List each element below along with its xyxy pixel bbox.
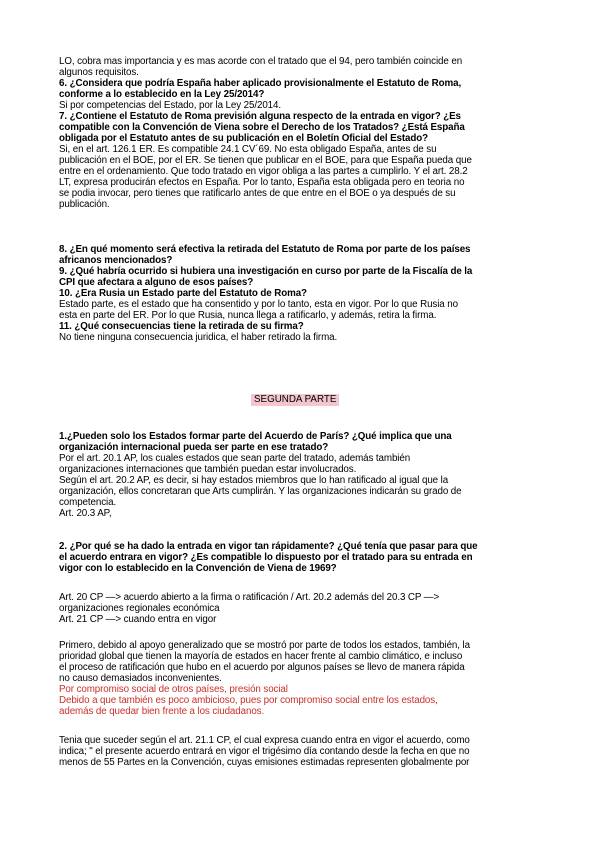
red-annotation-line: Por compromiso social de otros países, presión social — [59, 684, 288, 695]
text-line: publicación. — [59, 199, 110, 210]
text-line: no causo demasiados inconvenientes. — [59, 673, 222, 684]
text-line: LO, cobra mas importancia y es mas acorde con el tratado que el 94, pero también coincide en — [59, 56, 463, 67]
text-line: Art. 20.3 AP, — [59, 508, 112, 519]
text-line: se podia invocar, pero tienes que ratificarlo antes de que entre en el BOE o ya después de su — [59, 188, 456, 199]
question-line: 1.¿Pueden solo los Estados formar parte del Acuerdo de París? ¿Qué implica que una — [59, 431, 452, 442]
text-line: Primero, debido al apoyo generalizado que se mostró por parte de todos los estados, también, la — [59, 640, 470, 651]
question-line: 2. ¿Por qué se ha dado la entrada en vigor tan rápidamente? ¿Qué tenía que pasar para que — [59, 541, 478, 552]
text-line: organizaciones regionales económica — [59, 603, 220, 614]
question-line: 9. ¿Qué habría ocurrido si hubiera una investigación en curso por parte de la Fiscalía de la — [59, 266, 473, 277]
text-line: organizaciones internaciones que también puedan estar involucrados. — [59, 464, 357, 475]
text-line: Por el art. 20.1 AP, los cuales estados que sean parte del tratado, además también — [59, 453, 411, 464]
text-line: No tiene ninguna consecuencia juridica, el haber retirado la firma. — [59, 332, 338, 343]
text-line: competencia. — [59, 497, 117, 508]
question-line: 7. ¿Contiene el Estatuto de Roma previsión alguna respecto de la entrada en vigor? ¿Es — [59, 111, 461, 122]
text-line: publicación en el BOE, por el ER. Se tienen que publicar en el BOE, para que España pueda que — [59, 155, 472, 166]
question-line: compatible con la Convención de Viena sobre el Derecho de los Tratados? ¿Está España — [59, 122, 465, 133]
text-line: Si por competencias del Estado, por la Ley 25/2014. — [59, 100, 282, 111]
question-line: africanos mencionados? — [59, 255, 173, 266]
question-line: el acuerdo entrara en vigor? ¿Es compatible lo dispuesto por el tratado para su entrada en — [59, 552, 473, 563]
text-line: Art. 21 CP —> cuando entra en vigor — [59, 614, 217, 625]
text-line: indica; " el presente acuerdo entrará en vigor el trigésimo día contando desde la fecha en que no — [59, 746, 470, 757]
text-line: LT, expresa producirán efectos en España. Por lo tanto, España esta obligada pero en teoria no — [59, 177, 465, 188]
text-line: menos de 55 Partes en la Convención, cuyas emisiones estimadas representen globalmente por — [59, 757, 470, 768]
question-line: conforme a lo establecido en la Ley 25/2014? — [59, 89, 265, 100]
text-line: algunos requisitos. — [59, 67, 139, 78]
question-line: 6. ¿Considera que podría España haber aplicado provisionalmente el Estatuto de Roma, — [59, 78, 462, 89]
question-line: obligada por el Estatuto antes de su publicación en el Boletín Oficial del Estado? — [59, 133, 429, 144]
red-annotation-line: Debido a que también es poco ambicioso, pues por compromiso social entre los estados, — [59, 695, 438, 706]
text-line: Tenia que suceder según el art. 21.1 CP, el cual expresa cuando entra en vigor el acuerdo, como — [59, 735, 470, 746]
text-line: el proceso de ratificación que hubo en el acuerdo por algunos países se llevo de manera rápida — [59, 662, 465, 673]
text-line: organización, ellos concretaran que Arts cumplirán. Y las organizaciones indicarán su grado de — [59, 486, 462, 497]
question-line: vigor con lo establecido en la Convención de Viena de 1969? — [59, 563, 337, 574]
text-line: esta en parte del ER. Por lo que Rusia, nunca llega a ratificarlo, y además, retira la firma. — [59, 310, 437, 321]
question-line: 10. ¿Era Rusia un Estado parte del Estatuto de Roma? — [59, 288, 307, 299]
question-line: organización internacional pueda ser parte en ese tratado? — [59, 442, 329, 453]
text-line: Estado parte, es el estado que ha consentido y por lo tanto, esta en vigor. Por lo que Rusia no — [59, 299, 458, 310]
text-line: Según el art. 20.2 AP, es decir, si hay estados miembros que lo han ratificado al igual que la — [59, 475, 449, 486]
section-title: SEGUNDA PARTE — [251, 394, 339, 406]
text-line: entre en el ordenamiento. Que todo tratado en vigor obliga a las partes a cumplirlo. Y el art. 28.2 — [59, 166, 468, 177]
question-line: 11. ¿Qué consecuencias tiene la retirada de su firma? — [59, 321, 304, 332]
text-line: prioridad global que tienen la mayoría de estados en hacer frente al cambio climático, e incluso — [59, 651, 463, 662]
text-line: Art. 20 CP —> acuerdo abierto a la firma o ratificación / Art. 20.2 además del 20.3 CP —> — [59, 592, 440, 603]
question-line: CPI que afectara a alguno de esos países? — [59, 277, 254, 288]
question-line: 8. ¿En qué momento será efectiva la retirada del Estatuto de Roma por parte de los países — [59, 244, 471, 255]
text-line: Si, en el art. 126.1 ER. Es compatible 24.1 CV´69. No esta obligado España, antes de su — [59, 144, 437, 155]
red-annotation-line: además de quedar bien frente a los ciudadanos. — [59, 706, 265, 717]
